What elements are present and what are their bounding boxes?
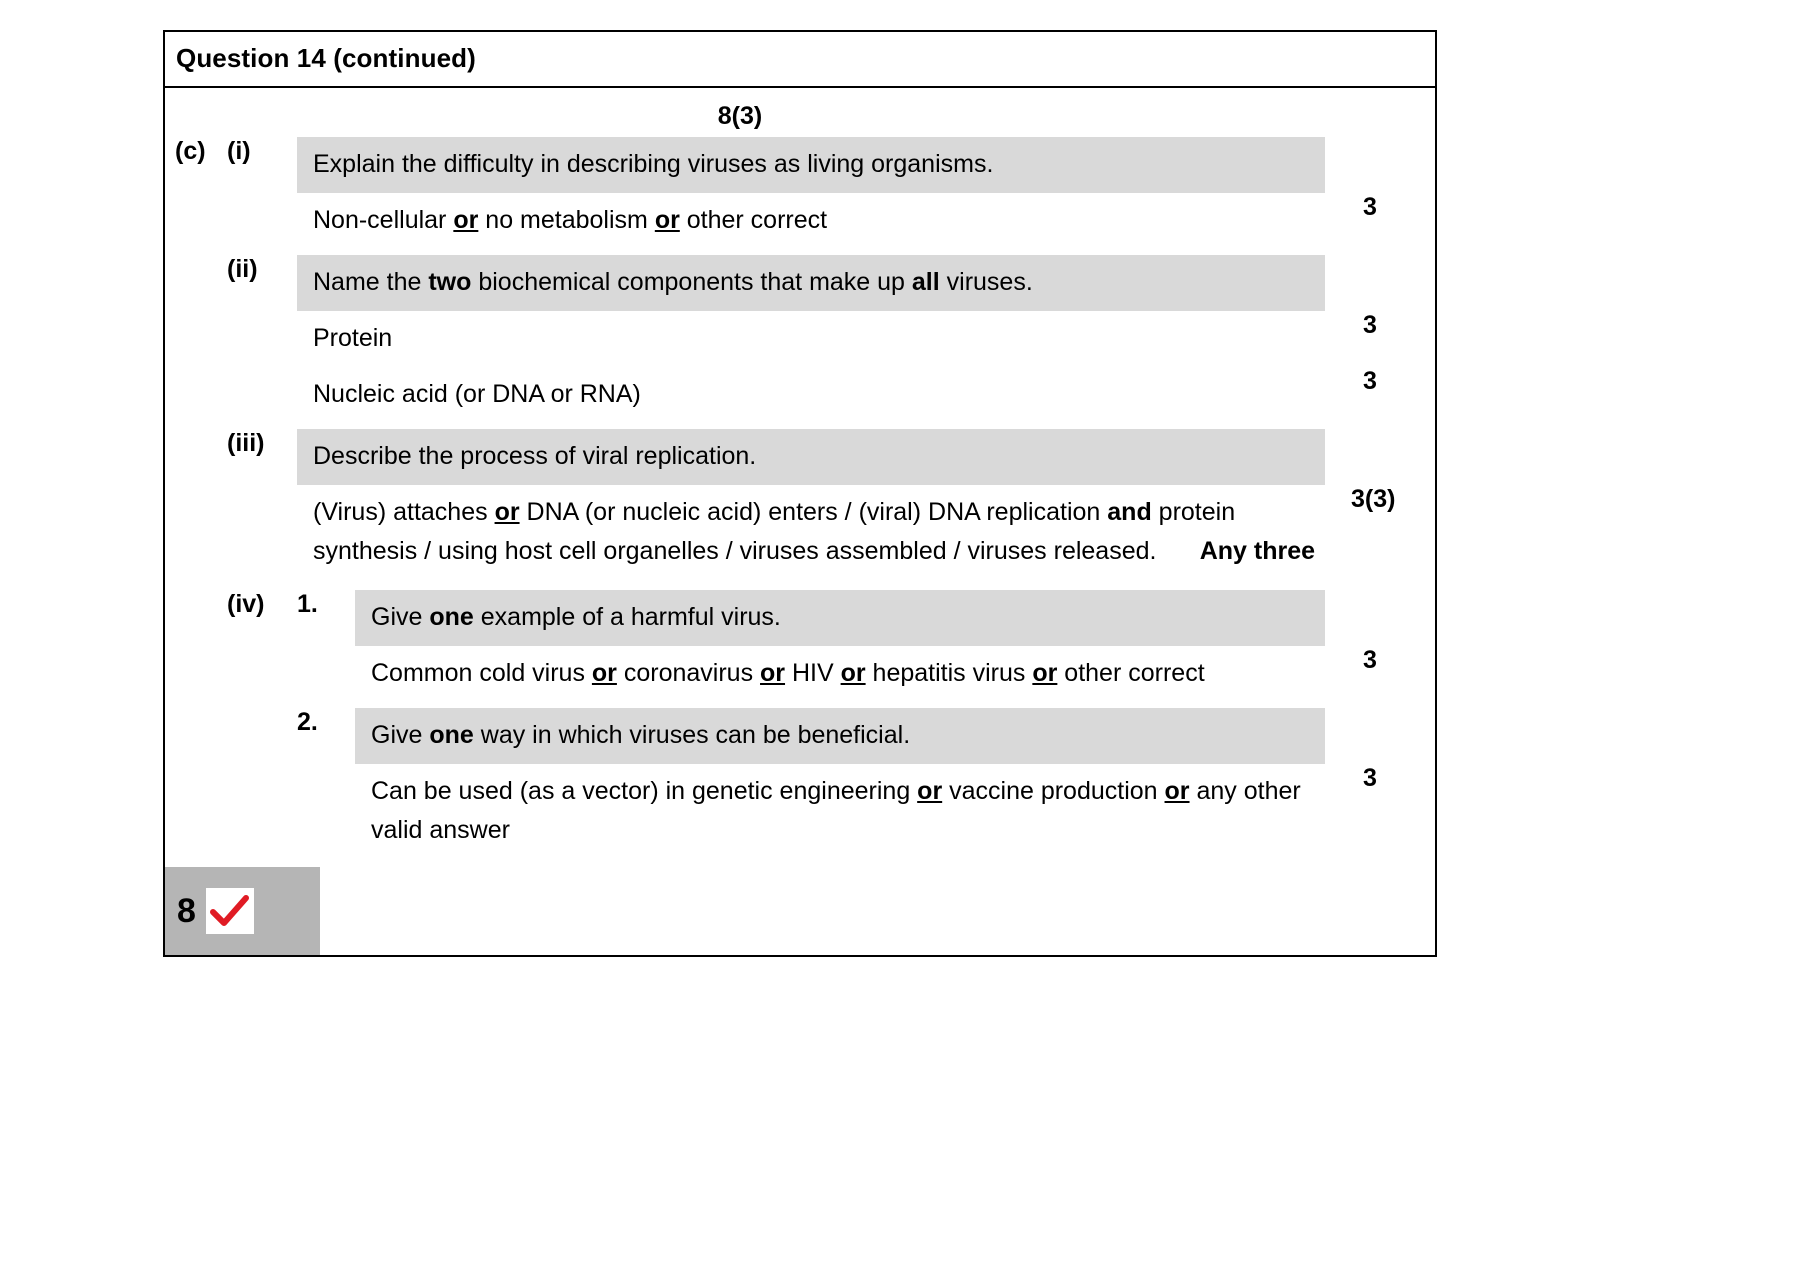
answer-row-c-iv-1: [165, 646, 1435, 702]
question-text-c-iv-2: Give one way in which viruses can be beneficial.: [355, 708, 1325, 764]
answer-row-c-i-1: [165, 193, 1435, 249]
mark-c-i-1: 3: [1363, 193, 1377, 221]
one-emphasis: one: [429, 603, 474, 631]
subpart-label-iii: (iii): [227, 429, 265, 457]
subpart-label-iv: (iv): [227, 590, 265, 618]
mark-c-ii-2: 3: [1363, 367, 1377, 395]
question-body: [164, 87, 1436, 956]
question-row-c-iv-2: [165, 708, 1435, 764]
question-text-c-ii: Name the two biochemical components that make up all viruses.: [297, 255, 1325, 311]
answer-row-c-ii-2: [165, 367, 1435, 423]
answer-scheme-page: [163, 30, 1437, 957]
question-text-c-i: Explain the difficulty in describing viruses as living organisms.: [297, 137, 1325, 193]
subitem-number-2: 2.: [297, 708, 318, 736]
two-emphasis: two: [428, 268, 472, 296]
mark-c-ii-1: 3: [1363, 311, 1377, 339]
answer-text-c-iii-1: (Virus) attaches or DNA (or nucleic acid) enters / (viral) DNA replication and protein synthesis / using host cell organelles / viruses assembled / viruses released. Any three: [297, 485, 1325, 580]
any-three-note: Any three: [1199, 537, 1315, 565]
mark-c-iii-1: 3(3): [1351, 485, 1396, 513]
answer-text-c-i-1: Non-cellular or no metabolism or other correct: [313, 206, 828, 234]
question-row-c-iii: [165, 429, 1435, 485]
or-emphasis: or: [453, 206, 479, 234]
or-emphasis: or: [1032, 659, 1058, 687]
question-text-c-iii: Describe the process of viral replication.: [297, 429, 1325, 485]
all-emphasis: all: [911, 268, 940, 296]
question-table: [163, 30, 1437, 957]
answer-text-c-ii-1: Protein: [313, 324, 393, 352]
answer-row-c-iv-2: [165, 764, 1435, 859]
answer-row-c-ii-1: [165, 311, 1435, 367]
or-emphasis: or: [917, 777, 943, 805]
mark-c-iv-1: 3: [1363, 646, 1377, 674]
total-marks-value: 8: [177, 892, 196, 930]
total-marks-box: [165, 867, 320, 955]
answer-row-c-iii-1: [165, 485, 1435, 580]
red-check-icon: [206, 888, 254, 934]
mark-c-iv-2: 3: [1363, 764, 1377, 792]
subpart-label-i: (i): [227, 137, 251, 165]
or-emphasis: or: [1164, 777, 1190, 805]
or-emphasis: or: [494, 498, 520, 526]
question-title: Question 14 (continued): [164, 31, 1436, 87]
one-emphasis: one: [429, 721, 474, 749]
question-row-c-ii: [165, 255, 1435, 311]
or-emphasis: or: [654, 206, 680, 234]
question-row-c-i: [165, 137, 1435, 193]
or-emphasis: or: [840, 659, 866, 687]
question-text-c-iv-1: Give one example of a harmful virus.: [355, 590, 1325, 646]
table-header-row: [164, 31, 1436, 87]
subpart-label-ii: (ii): [227, 255, 258, 283]
marks-column-heading: 8(3): [717, 102, 763, 130]
or-emphasis: or: [591, 659, 617, 687]
part-label-c: (c): [175, 137, 206, 165]
subitem-number-1: 1.: [297, 590, 318, 618]
answer-text-c-ii-2: Nucleic acid (or DNA or RNA): [313, 380, 641, 408]
answer-text-c-iv-1: Common cold virus or coronavirus or HIV or hepatitis virus or other correct: [371, 659, 1205, 687]
or-emphasis: or: [760, 659, 786, 687]
table-body-row: [164, 87, 1436, 956]
answer-text-c-iv-2: Can be used (as a vector) in genetic engineering or vaccine production or any other valid answer: [371, 777, 1301, 844]
question-row-c-iv-1: [165, 590, 1435, 646]
and-emphasis: and: [1107, 498, 1152, 526]
